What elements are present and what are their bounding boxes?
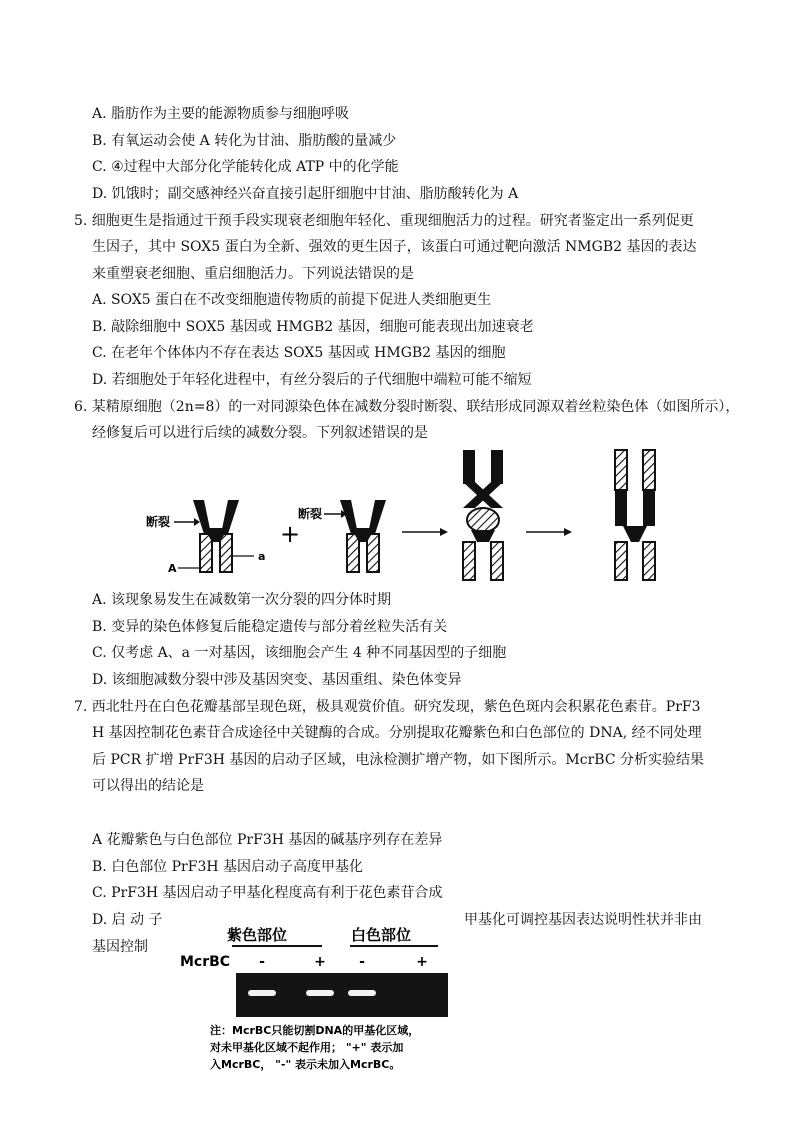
- q7-stem-line-1: 7. 西北牡丹在白色花瓣基部呈现色斑，极具观赏价值。研究发现，紫色色斑内会积累花色素苷。PrF3: [74, 699, 701, 715]
- purple-region-label: 紫色部位: [226, 926, 288, 944]
- q4-option-b: B. 有氧运动会使 A 转化为甘油、脂肪酸的量减少: [92, 133, 397, 149]
- gel-figure: [170, 918, 456, 1078]
- break-label-2: 断裂: [298, 507, 323, 521]
- q7-stem-line-4: 可以得出的结论是: [92, 778, 204, 794]
- gel-note-line-1: 注：McrBC只能切割DNA的甲基化区域，: [210, 1024, 420, 1037]
- lane-sign-2: +: [314, 954, 326, 970]
- q6-option-d: D. 该细胞减数分裂中涉及基因突变、基因重组、染色体变异: [92, 672, 462, 688]
- q5-stem-line-2: 生因子，其中 SOX5 蛋白为全新、强效的更生因子，该蛋白可通过靶向激活 NMGB2 基因的表达: [92, 239, 697, 255]
- q7-stem-line-3: 后 PCR 扩增 PrF3H 基因的启动子区域，电泳检测扩增产物，如下图所示。McrBC 分析实验结果: [92, 752, 704, 768]
- mcrbc-label: McrBC: [180, 954, 231, 970]
- q7-option-d-left: D. 启 动 子: [92, 912, 163, 928]
- q4-option-c: C. ④过程中大部分化学能转化成 ATP 中的化学能: [92, 159, 399, 175]
- white-region-label: 白色部位: [350, 926, 412, 944]
- gel-note-line-2: 对未甲基化区域不起作用； "+" 表示加: [210, 1041, 404, 1054]
- q6-option-c: C. 仅考虑 A、a 一对基因，该细胞会产生 4 种不同基因型的子细胞: [92, 645, 507, 661]
- plus-sign: +: [280, 520, 301, 548]
- q5-option-c: C. 在老年个体体内不存在表达 SOX5 基因或 HMGB2 基因的细胞: [92, 345, 506, 361]
- q5-option-b: B. 敲除细胞中 SOX5 基因或 HMGB2 基因，细胞可能表现出加速衰老: [92, 319, 534, 335]
- q4-option-a: A. 脂肪作为主要的能源物质参与细胞呼吸: [92, 106, 350, 122]
- q7-option-d-right: 甲基化可调控基因表达说明性状并非由: [464, 912, 702, 928]
- repaired-chromosome: [615, 450, 655, 580]
- q7-stem-line-2: H 基因控制花色素苷合成途径中关键酶的合成。分别提取花瓣紫色和白色部位的 DNA, 经不同处理: [92, 725, 702, 741]
- gel-band-1: [248, 990, 276, 996]
- q7-option-b: B. 白色部位 PrF3H 基因启动子高度甲基化: [92, 859, 364, 875]
- break-label-1: 断裂: [146, 515, 171, 529]
- chromosome-figure: [140, 442, 670, 590]
- q6-stem-line-2: 经修复后可以进行后续的减数分裂。下列叙述错误的是: [92, 425, 428, 441]
- q5-stem-line-1: 5. 细胞更生是指通过干预手段实现衰老细胞年轻化、重现细胞活力的过程。研究者鉴定出一系列促更: [74, 213, 694, 229]
- q6-stem-line-1: 6. 某精原细胞（2n=8）的一对同源染色体在减数分裂时断裂、联结形成同源双着丝粒染色体（如图所示），: [74, 399, 740, 415]
- q5-stem-line-3: 来重塑衰老细胞、重启细胞活力。下列说法错误的是: [92, 266, 414, 282]
- gene-label-a: a: [258, 550, 266, 563]
- chromosome-1: [193, 500, 239, 572]
- lane-sign-3: -: [359, 954, 365, 970]
- gel-band-2: [306, 990, 334, 996]
- q5-option-a: A. SOX5 蛋白在不改变细胞遗传物质的前提下促进人类细胞更生: [92, 292, 492, 308]
- q6-option-a: A. 该现象易发生在减数第一次分裂的四分体时期: [92, 592, 392, 608]
- q7-option-a: A 花瓣紫色与白色部位 PrF3H 基因的碱基序列存在差异: [92, 832, 443, 848]
- fused-chromosome: [463, 450, 503, 580]
- lane-sign-1: -: [259, 954, 265, 970]
- q7-option-d-continued: 基因控制: [92, 939, 148, 955]
- gel-note-line-3: 入McrBC， "-" 表示未加入McrBC。: [210, 1058, 401, 1071]
- q4-option-d: D. 饥饿时；副交感神经兴奋直接引起肝细胞中甘油、脂肪酸转化为 A: [92, 186, 519, 202]
- q5-option-d: D. 若细胞处于年轻化进程中，有丝分裂后的子代细胞中端粒可能不缩短: [92, 372, 532, 388]
- q6-option-b: B. 变异的染色体修复后能稳定遗传与部分着丝粒失活有关: [92, 619, 448, 635]
- q7-option-c: C. PrF3H 基因启动子甲基化程度高有利于花色素苷合成: [92, 885, 443, 901]
- chromosome-2: [340, 500, 386, 572]
- gel-band-3: [348, 990, 376, 996]
- lane-sign-4: +: [416, 954, 428, 970]
- gene-label-A: A: [168, 562, 177, 575]
